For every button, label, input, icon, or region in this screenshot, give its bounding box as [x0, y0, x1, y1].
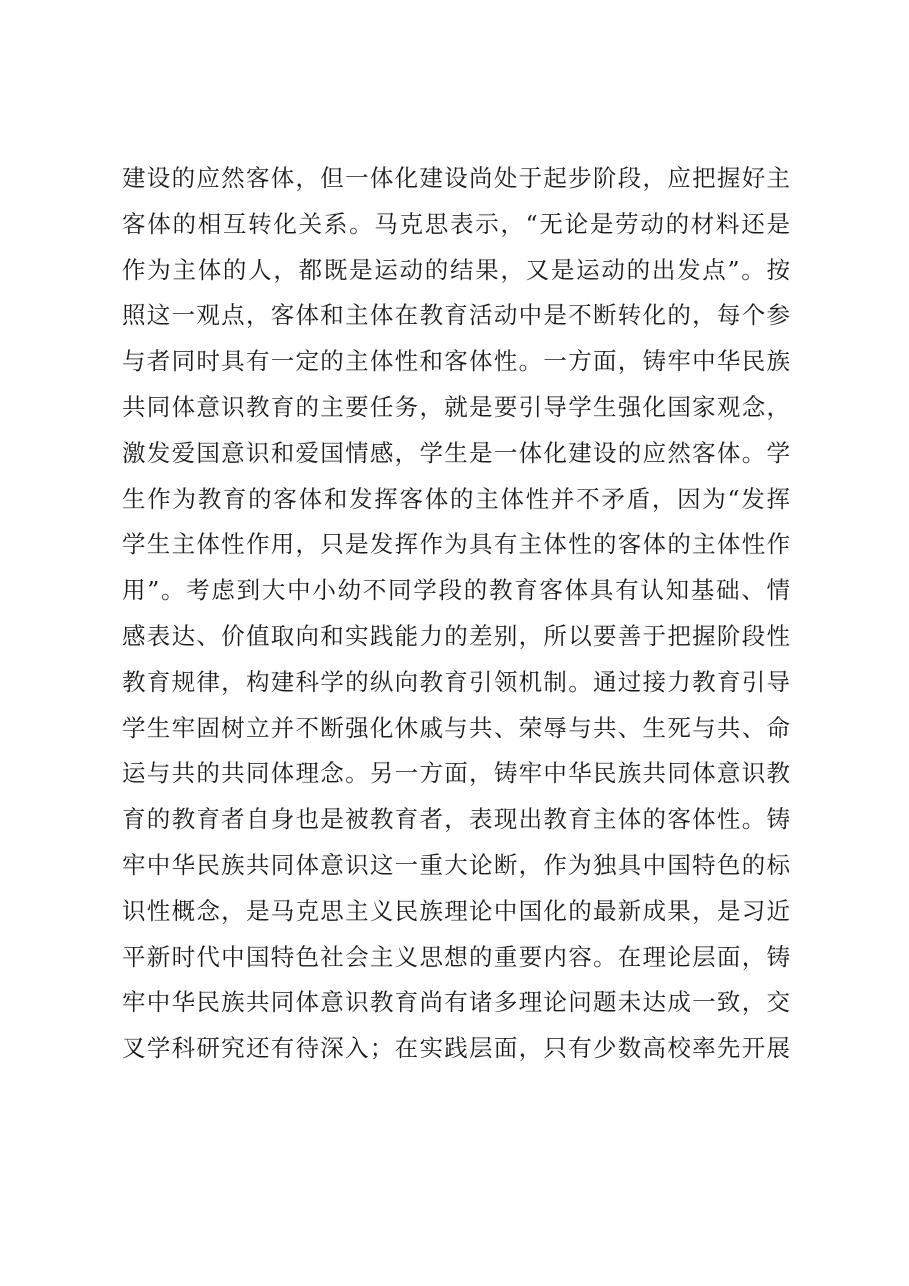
text-line: 激发爱国意识和爱国情感，学生是一体化建设的应然客体。学: [122, 438, 790, 467]
text-line: 运与共的共同体理念。另一方面，铸牢中华民族共同体意识教: [122, 759, 790, 788]
text-line: 感表达、价值取向和实践能力的差别，所以要善于把握阶段性: [122, 621, 790, 650]
text-line: 作为主体的人，都既是运动的结果，又是运动的出发点”。按: [122, 255, 790, 284]
text-line: 与者同时具有一定的主体性和客体性。一方面，铸牢中华民族: [122, 347, 790, 376]
text-line: 建设的应然客体，但一体化建设尚处于起步阶段，应把握好主: [122, 164, 790, 192]
text-line: 客体的相互转化关系。马克思表示，“无论是劳动的材料还是: [122, 209, 790, 238]
text-line: 学生主体性作用，只是发挥作为具有主体性的客体的主体性作: [122, 530, 790, 559]
text-line: 学生牢固树立并不断强化休戚与共、荣辱与共、生死与共、命: [122, 713, 790, 742]
text-line: 生作为教育的客体和发挥客体的主体性并不矛盾，因为“发挥: [122, 484, 790, 513]
text-line: 平新时代中国特色社会主义思想的重要内容。在理论层面，铸: [122, 942, 790, 971]
text-line: 共同体意识教育的主要任务，就是要引导学生强化国家观念，: [122, 392, 790, 421]
body-paragraph: [122, 156, 790, 1072]
text-line: 育的教育者自身也是被教育者，表现出教育主体的客体性。铸: [122, 805, 790, 834]
text-line: 识性概念，是马克思主义民族理论中国化的最新成果，是习近: [122, 896, 790, 925]
text-line: 叉学科研究还有待深入；在实践层面，只有少数高校率先开展: [122, 1034, 790, 1063]
text-line: 用”。考虑到大中小幼不同学段的教育客体具有认知基础、情: [122, 576, 790, 605]
text-line: 牢中华民族共同体意识这一重大论断，作为独具中国特色的标: [122, 850, 790, 879]
text-line: 教育规律，构建科学的纵向教育引领机制。通过接力教育引导: [122, 667, 790, 696]
text-line: 牢中华民族共同体意识教育尚有诸多理论问题未达成一致，交: [122, 988, 790, 1017]
text-line: 照这一观点，客体和主体在教育活动中是不断转化的，每个参: [122, 301, 790, 330]
